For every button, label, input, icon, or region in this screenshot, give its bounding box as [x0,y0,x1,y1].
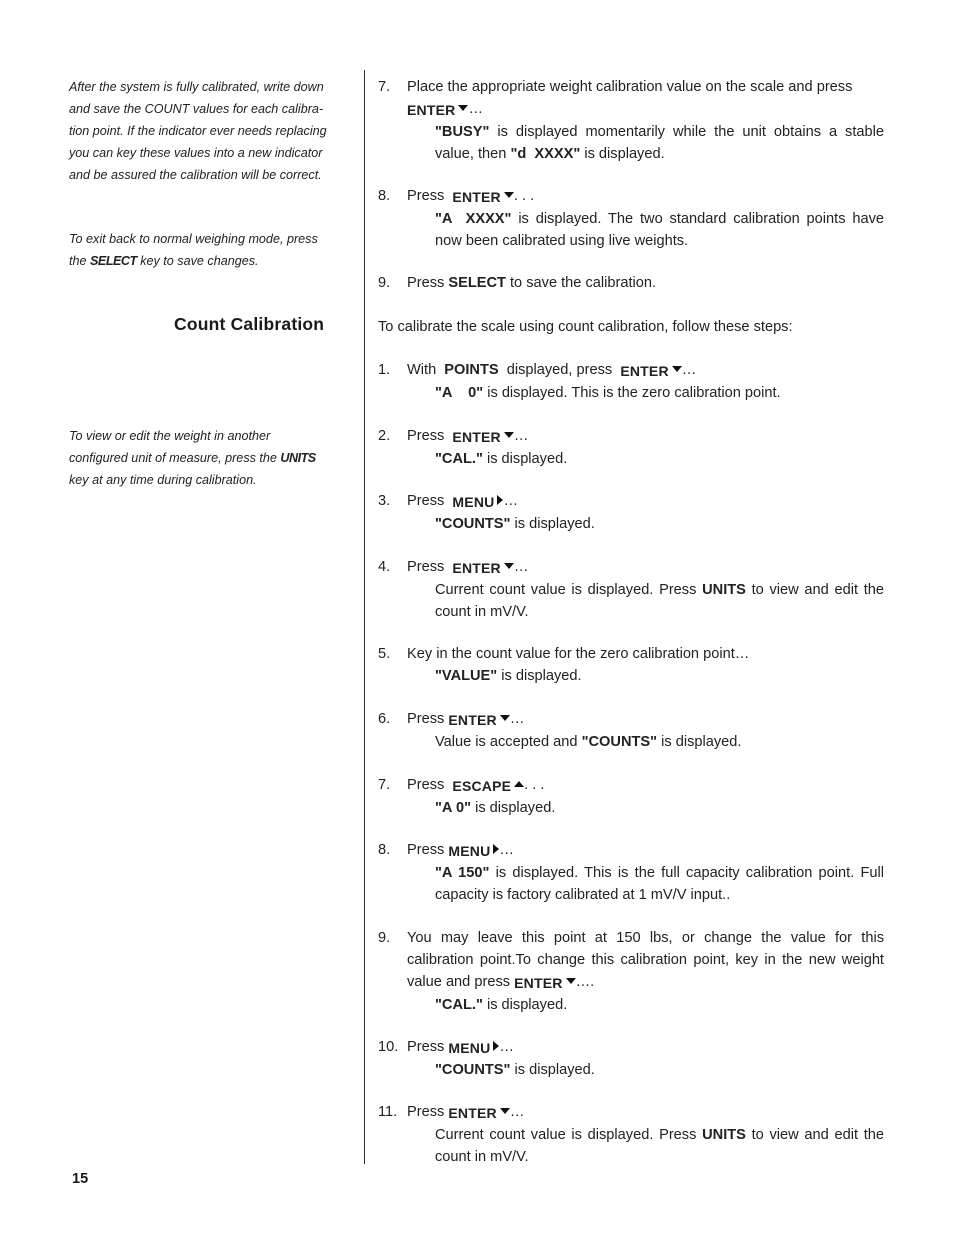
points-label: POINTS [444,362,499,378]
escape-key: ESCAPE [452,778,512,794]
section-heading: Count Calibration [174,314,325,334]
menu-key: MENU [448,1040,491,1056]
enter-key: ENTER [514,975,563,991]
down-arrow-icon [672,366,682,372]
enter-key: ENTER [452,189,501,205]
count-step-7: 7. Press ESCAPE . . . "A 0" is displayed. [378,777,556,816]
select-key: SELECT [448,275,506,291]
enter-key: ENTER [407,102,456,118]
count-step-9: 9. You may leave this point at 150 lbs, or change the value for this calibration point.To change this calibration point, key in the new weight value and press ENTER …. "CAL." is displayed. [378,930,884,1013]
enter-key: ENTER [452,560,501,576]
side-note-exit: To exit back to normal weighing mode, press the SELECT key to save changes. [69,232,318,268]
count-step-8: 8. Press MENU … "A 150" is displayed. This is the full capacity calibration point. Full capacity is factory calibrated at 1 mV/V input.. [378,842,884,903]
intro-text: To calibrate the scale using count calibration, follow these steps: [378,319,793,335]
count-step-6: 6. Press ENTER … Value is accepted and "COUNTS" is displayed. [378,711,742,750]
count-step-2: 2. Press ENTER … "CAL." is displayed. [378,428,568,467]
side-note-save-counts: After the system is fully calibrated, write down and save the COUNT values for each calibra- tion point. If the indicator ever needs replacing you can key these values into a new indicator and be assured the calibration will be correct. [69,80,327,182]
select-key-label: SELECT [90,254,137,268]
up-arrow-icon [514,781,524,787]
column-divider [364,70,365,1164]
down-arrow-icon [504,563,514,569]
count-step-10: 10. Press MENU … "COUNTS" is displayed. [378,1039,595,1078]
count-step-4: 4. Press ENTER … Current count value is displayed. Press UNITS to view and edit the count in mV/V. [378,559,884,620]
menu-key: MENU [448,843,491,859]
count-step-5: 5. Key in the count value for the zero calibration point… "VALUE" is displayed. [378,646,750,684]
count-step-1: 1. With POINTS displayed, press ENTER … "A 0" is displayed. This is the zero calibration point. [378,362,781,401]
count-step-11: 11. Press ENTER … Current count value is displayed. Press UNITS to view and edit the count in mV/V. [378,1104,884,1165]
units-key: UNITS [702,582,746,598]
enter-key: ENTER [452,429,501,445]
enter-key: ENTER [448,712,497,728]
enter-key: ENTER [448,1105,497,1121]
down-arrow-icon [566,978,576,984]
live-step-9: 9. Press SELECT to save the calibration. [378,275,657,291]
side-note-units: To view or edit the weight in another configured unit of measure, press the UNITS key at any time during calibration. [69,429,316,487]
down-arrow-icon [504,192,514,198]
live-step-7: 7. Place the appropriate weight calibration value on the scale and press ENTER … "BUSY" is displayed momentarily while the unit obtains a stable value, then "d XXXX" is displayed. [378,79,884,162]
down-arrow-icon [458,105,468,111]
live-step-8: 8. Press ENTER . . . "A XXXX" is displayed. The two standard calibration points have now been calibrated using live weights. [378,188,884,249]
down-arrow-icon [500,1108,510,1114]
count-step-3: 3. Press MENU … "COUNTS" is displayed. [378,493,595,532]
units-key: UNITS [702,1127,746,1143]
down-arrow-icon [500,715,510,721]
menu-key: MENU [452,494,495,510]
page-number: 15 [72,1171,89,1187]
units-key-label: UNITS [280,451,316,465]
enter-key: ENTER [620,363,669,379]
down-arrow-icon [504,432,514,438]
